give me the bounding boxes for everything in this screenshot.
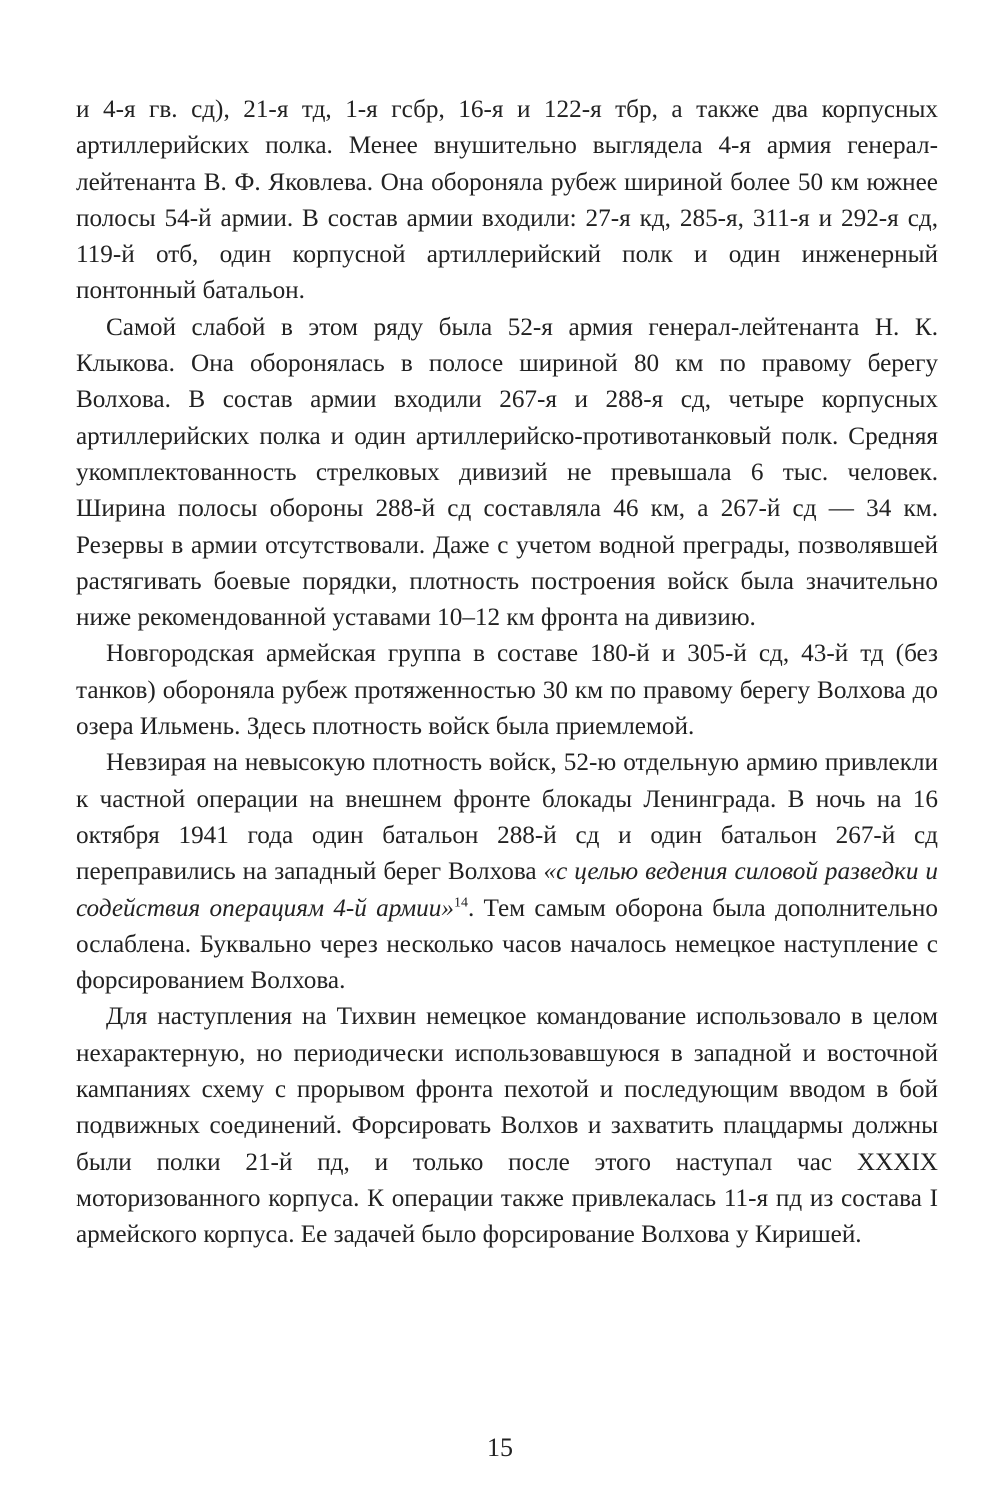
paragraph-5: Для наступления на Тихвин немецкое командование использовало в целом нехарактерную, но периодически использовавшуюся в западной и восточной кампаниях схему с прорывом фронта пехотой и последующим вводом в бой подвижных соединений. Форсировать Волхов и захватить плацдармы должны были полки 21-й пд, и только после этого наступал час XXXIX моторизованного корпуса. К операции также привлекалась 11-я пд из состава I армейского корпуса. Ее задачей было форсирование Волхова у Киришей. (76, 1003, 938, 1249)
paragraph-4-text-before: Невзирая на невысокую плотность войск, 52-ю отдельную армию привлекли к частной операции на внешнем фронте блокады Ленинграда. В ночь на 16 октября 1941 года один батальон 288-й сд и один батальон 267-й сд переправились на западный берег Волхова (76, 749, 938, 886)
page-number: 15 (487, 1433, 513, 1462)
paragraph-3: Новгородская армейская группа в составе 180-й и 305-й сд, 43-й тд (без танков) обороняла рубеж протяженностью 30 км по правому берегу Волхова до озера Ильмень. Здесь плотность войск была приемлемой. (76, 640, 938, 741)
footnote-marker: 14 (453, 895, 468, 911)
paragraph-4 (76, 745, 938, 999)
page-body (76, 92, 938, 1254)
paragraph-2: Самой слабой в этом ряду была 52-я армия генерал-лейтенанта Н. К. Клыкова. Она оборонялась в полосе шириной 80 км по правому берегу Волхова. В состав армии входили 267-я и 288-я сд, четыре корпусных артиллерийских полка и один артиллерийско-противотанковый полк. Средняя укомплектованность стрелковых дивизий не превышала 6 тыс. человек. Ширина полосы обороны 288-й сд составляла 46 км, а 267-й сд — 34 км. Резервы в армии отсутствовали. Даже с учетом водной преграды, позволявшей растягивать боевые порядки, плотность построения войск была значительно ниже рекомендованной уставами 10–12 км фронта на дивизию. (76, 313, 938, 632)
quotation: «с целью ведения силовой разведки и содействия операциям 4-й армии» (76, 858, 938, 922)
paragraph-1: и 4-я гв. сд), 21-я тд, 1-я гсбр, 16-я и 122-я тбр, а также два корпусных артиллерийских полка. Менее внушительно выглядела 4-я армия генерал-лейтенанта В. Ф. Яковлева. Она обороняла рубеж шириной более 50 км южнее полосы 54-й армии. В состав армии входили: 27-я кд, 285-я, 311-я и 292-я сд, 119-й отб, один корпусной артиллерийский полк и один инженерный понтонный батальон. (76, 96, 938, 305)
paragraph-4-text-after: . Тем самым оборона была дополнительно ослаблена. Буквально через несколько часов началось немецкое наступление с форсированием Волхова. (76, 894, 938, 995)
